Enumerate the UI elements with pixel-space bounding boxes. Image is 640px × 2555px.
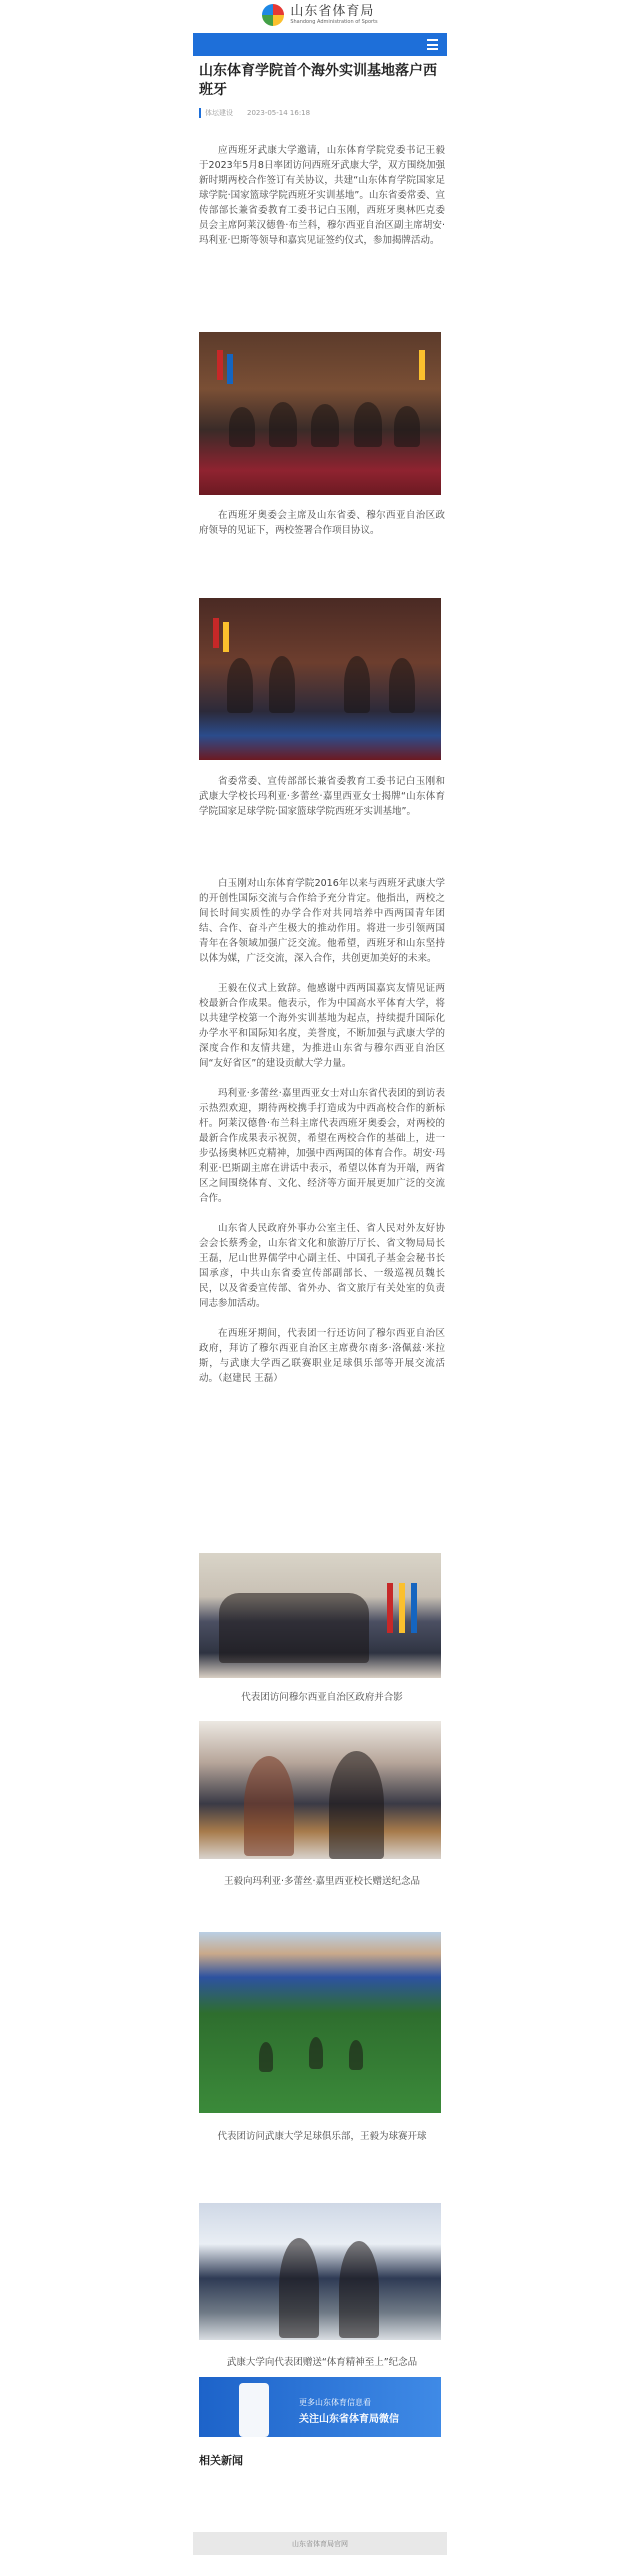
photo-caption [199, 1690, 445, 1705]
caption-government: 代表团访问穆尔西亚自治区政府并合影 [241, 1692, 403, 1703]
caption-unveiling: 省委常委、宣传部部长兼省委教育工委书记白玉刚和武康大学校长玛利亚·多蕾丝·嘉里西亚女士揭牌“山东体育学院国家足球学院·国家篮球学院西班牙实训基地”。 [199, 776, 445, 817]
site-title: 山东省体育局 [290, 4, 375, 19]
article-body [199, 876, 445, 1386]
photo-signing-ceremony [199, 332, 441, 495]
article-source: 体坛建设 [199, 108, 233, 118]
photo-caption [199, 2355, 445, 2370]
nav-bar [193, 33, 447, 56]
photo-gift-presentation [199, 1721, 441, 1859]
banner-line1: 更多山东体育信息看 [299, 2398, 371, 2407]
photo-group-government [199, 1553, 441, 1678]
photo-football-kickoff [199, 1932, 441, 2113]
caption-gift: 王毅向玛利亚·多蕾丝·嘉里西亚校长赠送纪念品 [223, 1876, 421, 1887]
paragraph-intro: 应西班牙武康大学邀请，山东体育学院党委书记王毅于2023年5月8日率团访问西班牙武康大学，双方围绕加强新时期两校合作签订有关协议，共建“山东体育学院国家足球学院·国家篮球学院西班牙实训基地”。山东省委常委、宣传部部长兼省委教育工委书记白玉刚，西班牙奥林匹克委员会主席阿莱汉德鲁·布兰科，穆尔西亚自治区副主席胡安·玛利亚·巴斯等领导和嘉宾见证签约仪式，参加揭牌活动。 [199, 145, 445, 246]
paragraph-wang-yi: 王毅在仪式上致辞。他感谢中西两国嘉宾友情见证两校最新合作成果。他表示，作为中国高水平体育大学，将以共建学校第一个海外实训基地为起点，持续提升国际化办学水平和国际知名度，美誉度，不断加强与武康大学的深度合作和友情共建，为推进山东省与穆尔西亚自治区间“友好省区”的建设贡献大学力量。 [199, 983, 445, 1069]
footer [193, 2532, 447, 2555]
site-header [0, 0, 640, 30]
paragraph-guests: 玛利亚·多蕾丝·嘉里西亚女士对山东省代表团的到访表示热烈欢迎，期待两校携手打造成为中西高校合作的新标杆。阿莱汉德鲁·布兰科主席代表西班牙奥委会，对两校的最新合作成果表示祝贺，希望在两校合作的基础上，进一步弘扬奥林匹克精神，加强中西两国的体育合作。胡安·玛利亚·巴斯副主席在讲话中表示，希望以体育为开端，两省区之间围绕体育、文化、经济等方面开展更加广泛的交流合作。 [199, 1088, 445, 1204]
article-paragraph [199, 143, 445, 248]
paragraph-attendees: 山东省人民政府外事办公室主任、省人民对外友好协会会长蔡秀金，山东省文化和旅游厅厅长、省文物局局长王磊，尼山世界儒学中心副主任、中国孔子基金会秘书长国承彦，中共山东省委宣传部副部长、一级巡视员魏长民，以及省委宣传部、省外办、省文旅厅有关处室的负责同志参加活动。 [199, 1223, 445, 1309]
phone-icon [239, 2383, 269, 2437]
caption-memento: 武康大学向代表团赠送“体育精神至上”纪念品 [226, 2357, 418, 2368]
photo-caption [199, 508, 445, 538]
photo-caption [199, 2129, 445, 2144]
paragraph-bai-yugang: 白玉刚对山东体育学院2016年以来与西班牙武康大学的开创性国际交流与合作给予充分肯定。他指出，两校之间长时间实质性的办学合作对共同培养中西两国青年团结、合作、奋斗产生极大的推动作用。将进一步引领两国青年在各领域加强广泛交流。他希望，西班牙和山东坚持以体为媒，广泛交流，深入合作，共创更加美好的未来。 [199, 878, 445, 964]
site-subtitle: Shandong Administration of Sports [290, 19, 378, 25]
hamburger-menu-icon[interactable] [427, 39, 438, 50]
article-date: 2023-05-14 16:18 [247, 109, 311, 117]
wechat-follow-banner[interactable] [199, 2377, 441, 2437]
photo-caption [199, 1874, 445, 1889]
photo-memento-gift [199, 2203, 441, 2340]
article-title: 山东体育学院首个海外实训基地落户西班牙 [199, 63, 437, 98]
photo-caption [199, 774, 445, 819]
photo-plaque-unveiling [199, 598, 441, 760]
caption-football: 代表团访问武康大学足球俱乐部，王毅为球赛开球 [217, 2131, 427, 2142]
caption-signing: 在西班牙奥委会主席及山东省委、穆尔西亚自治区政府领导的见证下，两校签署合作项目协议。 [199, 510, 445, 536]
site-logo-icon[interactable] [262, 4, 284, 26]
paragraph-visit: 在西班牙期间，代表团一行还访问了穆尔西亚自治区政府，拜访了穆尔西亚自治区主席费尔南多·洛佩兹·米拉斯，与武康大学西乙联赛职业足球俱乐部等开展交流活动。（赵建民 王磊） [199, 1328, 445, 1384]
site-logo-text[interactable] [290, 5, 377, 25]
footer-text: 山东省体育局官网 [292, 2539, 348, 2548]
article-meta [199, 108, 310, 118]
banner-line2: 关注山东省体育局微信 [299, 2414, 399, 2425]
related-news-heading: 相关新闻 [199, 2454, 243, 2467]
